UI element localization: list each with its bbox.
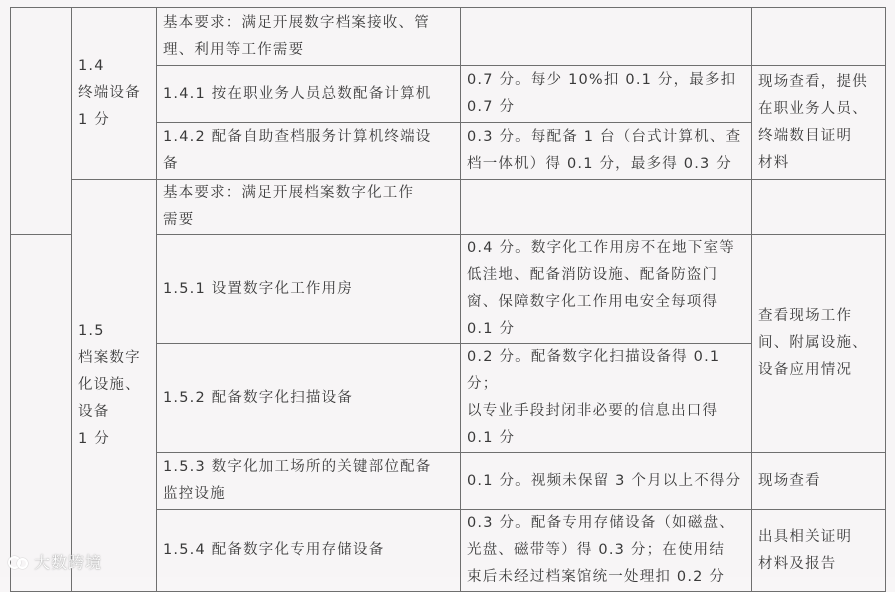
text-line: 束后未经过档案馆统一处理扣 0.2 分 [467, 569, 726, 585]
text-line: 出具相关证明 [758, 528, 853, 545]
text-line: 1.5.3 数字化加工场所的关键部位配备 [163, 459, 432, 475]
requirement-1-5-4 [157, 510, 461, 592]
text-line: 查看现场工作 [758, 308, 853, 324]
watermark-text: 大数跨境 [34, 553, 103, 572]
requirement-1-5-1 [157, 235, 461, 344]
text-line: 基本要求：满足开展档案数字化工作 [163, 185, 415, 201]
basic-requirement-1-5 [157, 180, 461, 235]
left-blank-cell [11, 8, 72, 235]
text-line: 理、利用等工作需要 [163, 41, 305, 58]
text-line: 1.4.1 按在职业务人员总数配备计算机 [163, 85, 432, 102]
text-line: 1.5.4 配备数字化专用存储设备 [163, 542, 385, 558]
empty-score-cell [461, 8, 752, 66]
text-line: 需要 [163, 212, 195, 228]
text-line: 低洼地、配备消防设施、配备防盗门 [467, 267, 719, 283]
score-1-5-2 [461, 344, 752, 453]
requirement-1-4-1 [157, 66, 461, 123]
watermark-logo-icon [8, 554, 30, 570]
text-line: 设备应用情况 [758, 362, 853, 378]
score-1-5-4 [461, 510, 752, 592]
item-line: 1 分 [78, 112, 110, 128]
text-line: 0.4 分。数字化工作用房不在地下室等 [467, 240, 735, 256]
watermark [8, 550, 102, 573]
text-line: 监控设施 [163, 486, 226, 502]
text-line: 终端数目证明 [758, 127, 853, 144]
item-cell-1-5 [72, 180, 157, 592]
text-line: 0.1 分 [467, 430, 516, 446]
text-line: 材料及报告 [758, 555, 837, 572]
item-line: 档案数字 [78, 350, 141, 366]
text-line: 材料 [758, 154, 790, 171]
text-line: 1.5.2 配备数字化扫描设备 [163, 389, 354, 406]
empty-score-cell [461, 180, 752, 235]
requirement-1-5-2 [157, 344, 461, 453]
text-line: 现场查看 [758, 472, 821, 489]
method-1-4 [752, 66, 886, 180]
basic-requirement-1-4 [157, 8, 461, 66]
item-line: 终端设备 [78, 85, 141, 101]
text-line: 0.7 分 [467, 99, 516, 115]
empty-method-cell [752, 8, 886, 66]
item-cell-1-4 [72, 8, 157, 180]
text-line: 0.1 分 [467, 321, 516, 337]
item-line: 1.5 [78, 323, 105, 339]
text-line: 现场查看，提供 [758, 73, 868, 90]
method-1-5-4 [752, 510, 886, 592]
left-blank-cell [11, 235, 72, 592]
text-line: 1.4.2 配备自助查档服务计算机终端设 [163, 129, 432, 145]
text-line: 光盘、磁带等）得 0.3 分；在使用结 [467, 542, 726, 558]
item-line: 设备 [78, 404, 110, 420]
text-line: 基本要求：满足开展数字档案接收、管 [163, 14, 430, 31]
item-line: 化设施、 [78, 377, 141, 393]
text-line: 0.3 分。每配备 1 台（台式计算机、查 [467, 129, 742, 145]
evaluation-table [10, 7, 886, 592]
item-line: 1 分 [78, 431, 110, 447]
text-line: 1.5.1 设置数字化工作用房 [163, 280, 354, 297]
requirement-1-4-2 [157, 123, 461, 180]
text-line: 0.7 分。每少 10%扣 0.1 分，最多扣 [467, 72, 737, 88]
text-line: 间、附属设施、 [758, 335, 868, 351]
method-1-5-3 [752, 453, 886, 510]
score-1-4-2 [461, 123, 752, 180]
text-line: 0.1 分。视频未保留 3 个月以上不得分 [467, 472, 742, 489]
text-line: 备 [163, 156, 179, 172]
table-row [11, 180, 886, 235]
method-1-5-a [752, 235, 886, 453]
text-line: 档一体机）得 0.1 分，最多得 0.3 分 [467, 156, 732, 172]
score-1-4-1 [461, 66, 752, 123]
text-line: 以专业手段封闭非必要的信息出口得 [467, 403, 719, 419]
text-line: 0.3 分。配备专用存储设备（如磁盘、 [467, 515, 735, 531]
score-1-5-1 [461, 235, 752, 344]
table-row [11, 8, 886, 66]
text-line: 0.2 分。配备数字化扫描设备得 0.1 分； [467, 349, 721, 392]
requirement-1-5-3 [157, 453, 461, 510]
empty-method-cell [752, 180, 886, 235]
text-line: 窗、保障数字化工作用电安全每项得 [467, 294, 719, 310]
score-1-5-3 [461, 453, 752, 510]
text-line: 在职业务人员、 [758, 100, 868, 117]
item-line: 1.4 [78, 58, 105, 74]
